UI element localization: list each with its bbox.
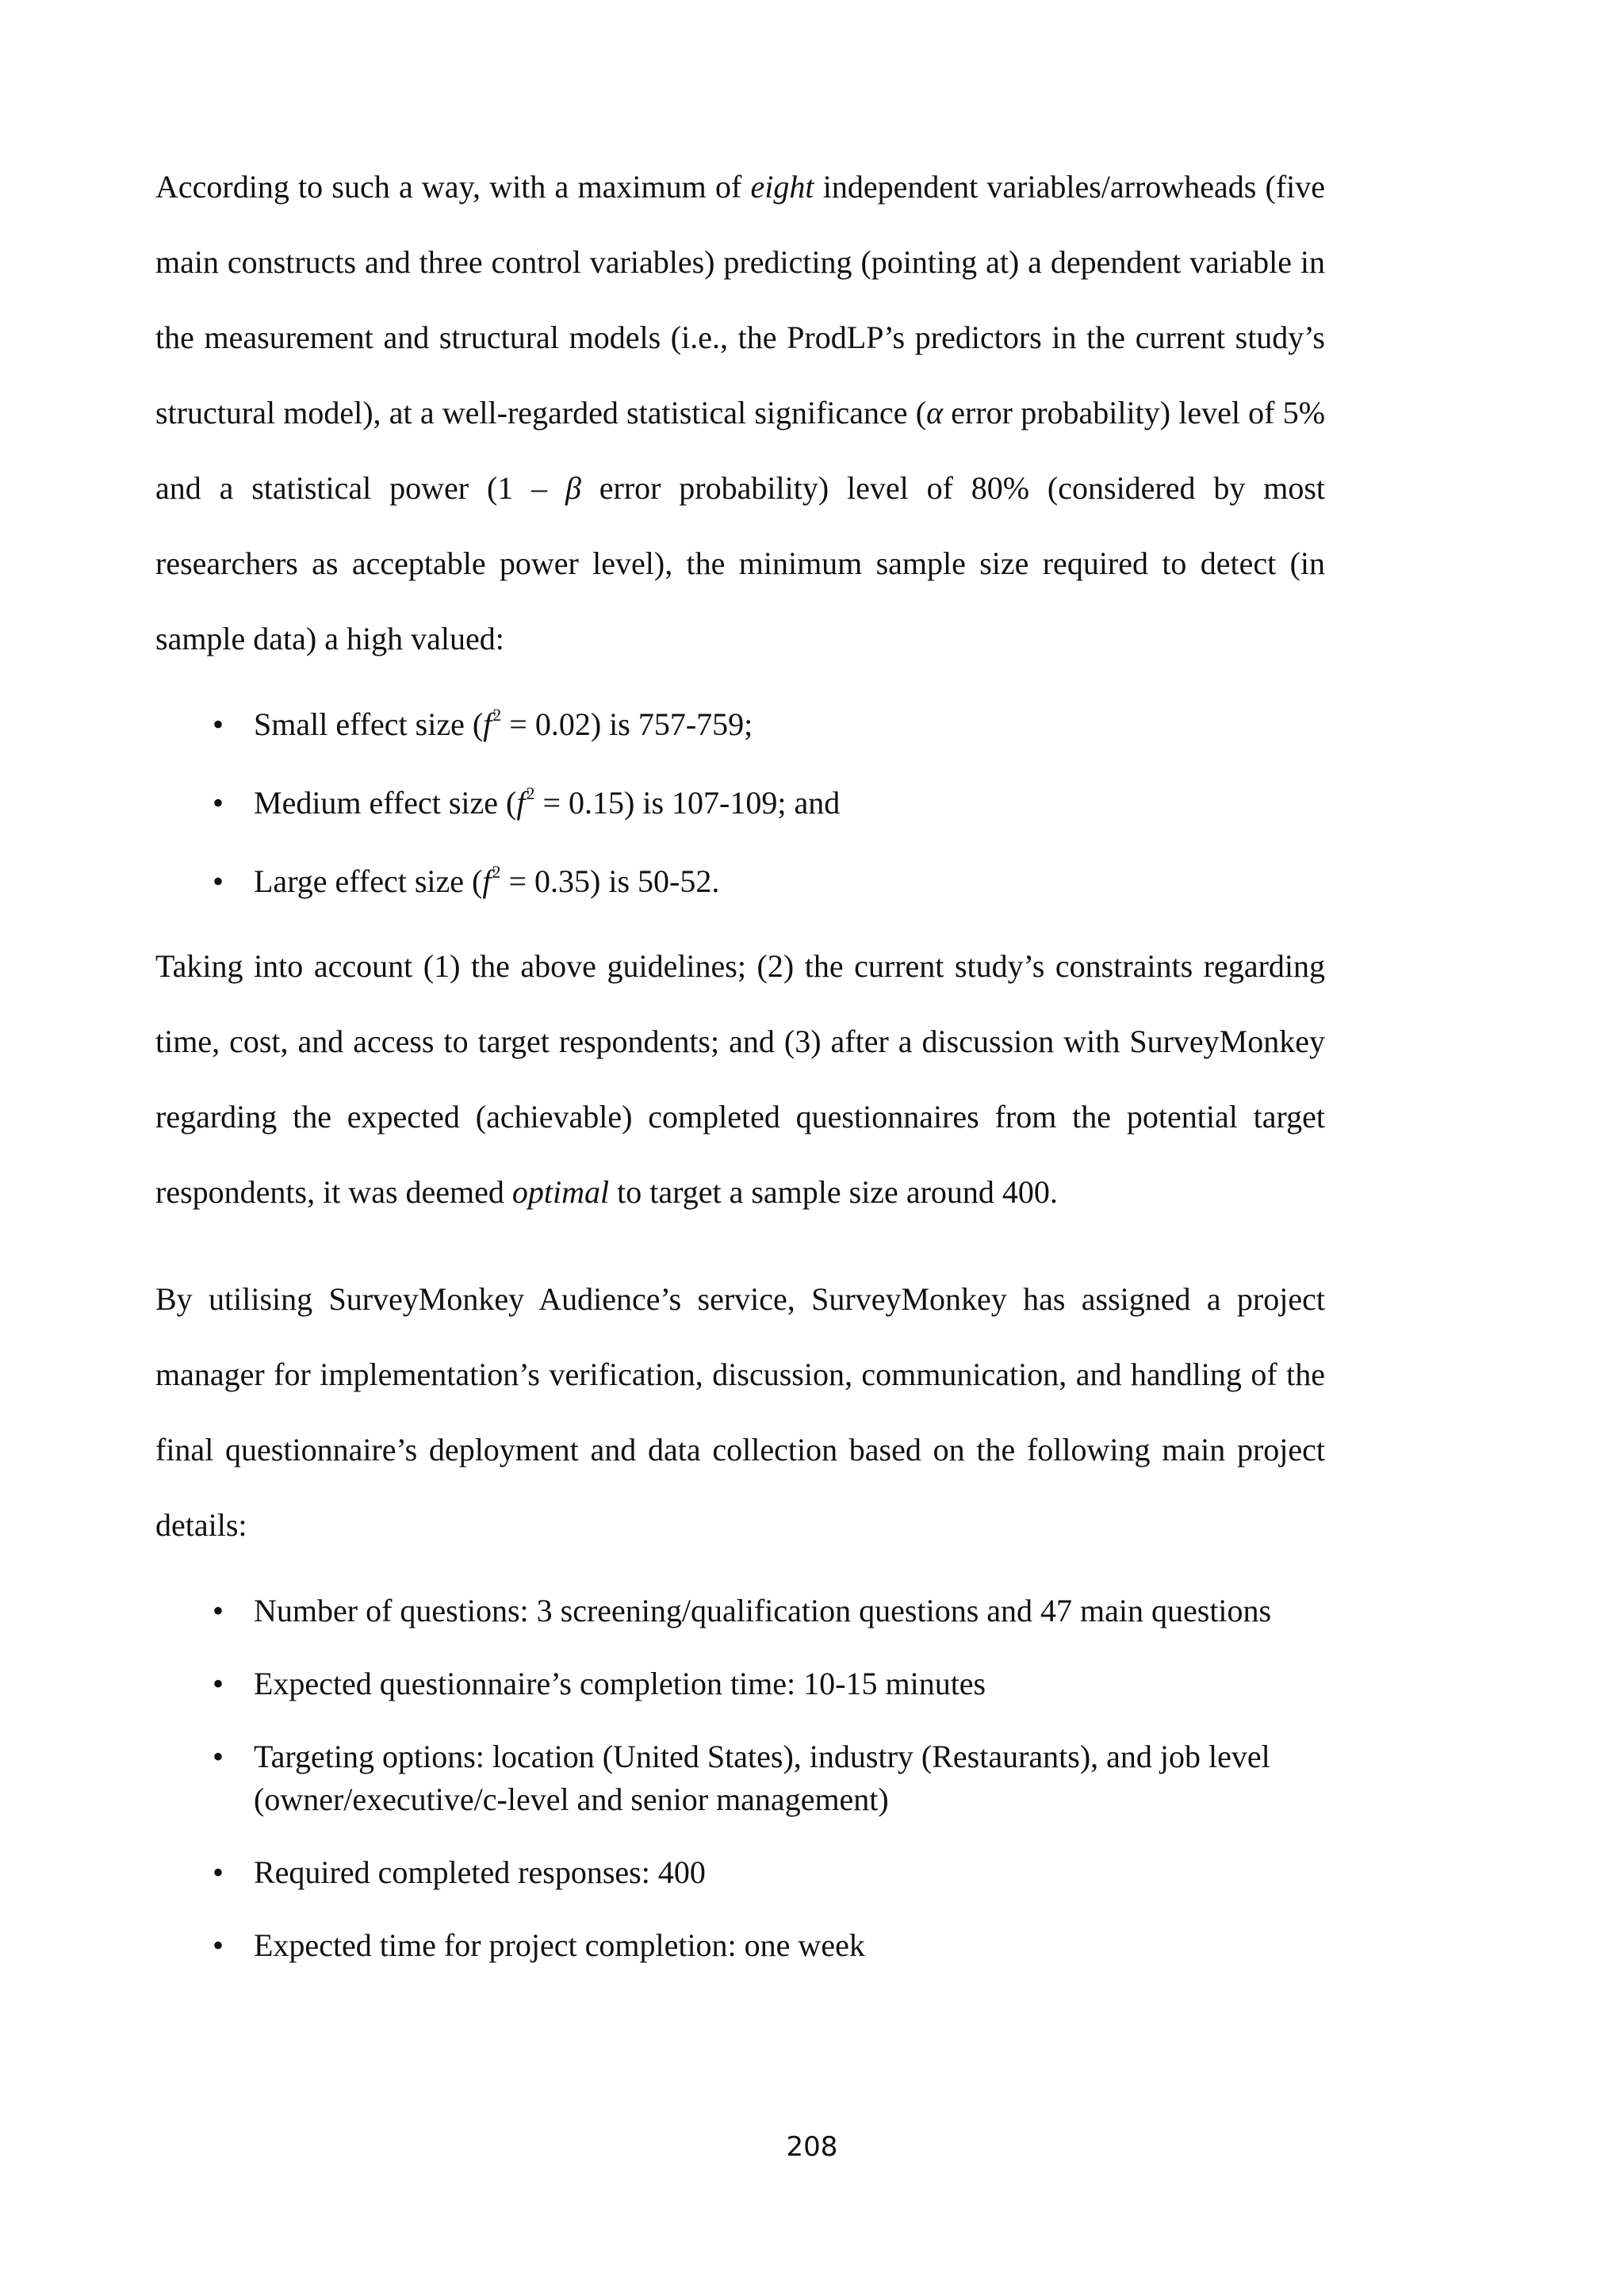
list-item-text: Large effect size ( bbox=[254, 863, 483, 899]
bullet-icon: • bbox=[212, 785, 224, 821]
bullet-icon: • bbox=[212, 1927, 224, 1963]
paragraph-text: By utilising SurveyMonkey Audience’s service, SurveyMonkey has assigned a project manager for implementation’s verification, discussion, communication, and handling of the final questionnaire’s deployment and data collection based on the following main project details: bbox=[155, 1281, 1325, 1543]
paragraph-text: error probability) level of 5% and a statistical power (1 – bbox=[155, 395, 1326, 506]
list-item-required-responses bbox=[155, 1851, 1325, 1894]
page-number: 208 bbox=[786, 2131, 838, 2163]
page-content bbox=[155, 149, 1325, 1967]
list-item-text: Targeting options: location (United States), industry (Restaurants), and job level (owner/executive/c-level and senior management) bbox=[254, 1739, 1270, 1817]
f-symbol: f bbox=[483, 706, 492, 742]
list-item-small-effect bbox=[155, 703, 1325, 746]
bullet-icon: • bbox=[212, 863, 224, 899]
f-symbol: f bbox=[482, 863, 492, 899]
emphasis-text: eight bbox=[750, 169, 814, 205]
bullet-icon: • bbox=[212, 706, 224, 742]
list-item-text: Required completed responses: 400 bbox=[254, 1854, 706, 1890]
f-symbol: f bbox=[516, 785, 526, 821]
list-item-text: Expected time for project completion: one week bbox=[254, 1927, 865, 1963]
paragraph-text: error probability) level of 80% (considered by most researchers as acceptable power level), the minimum sample size required to detect (in sample data) a high valued: bbox=[155, 470, 1325, 656]
project-details-list bbox=[155, 1590, 1325, 1967]
bullet-icon: • bbox=[212, 1593, 224, 1628]
list-item-text: Number of questions: 3 screening/qualification questions and 47 main questions bbox=[254, 1593, 1272, 1628]
list-item-number-of-questions bbox=[155, 1590, 1325, 1632]
list-item-text: Small effect size ( bbox=[254, 706, 484, 742]
list-item-medium-effect bbox=[155, 782, 1325, 825]
superscript: 2 bbox=[492, 861, 501, 882]
bullet-icon: • bbox=[212, 1666, 224, 1701]
paragraph-text: Taking into account (1) the above guidelines; (2) the current study’s constraints regarding time, cost, and access to target respondents; and (3) after a discussion with SurveyMonkey regarding the expected (achievable) completed questionnaires from the potential target respondents, it was deemed bbox=[155, 948, 1325, 1210]
list-item-text: = 0.15) is 107-109; and bbox=[534, 785, 841, 821]
list-item-large-effect bbox=[155, 860, 1325, 903]
paragraph-text: independent variables/arrowheads (five main constructs and three control variables) predicting (pointing at) a dependent variable in the measurement and structural models (i.e., the ProdLP’s predictors in the current study’s structural model), at a well-regarded statistical significance ( bbox=[155, 169, 1326, 430]
list-item-text: = 0.02) is 757-759; bbox=[501, 706, 753, 742]
paragraph-text: to target a sample size around 400. bbox=[609, 1174, 1058, 1210]
alpha-symbol: α bbox=[926, 395, 944, 430]
bullet-icon: • bbox=[212, 1854, 224, 1890]
bullet-icon: • bbox=[212, 1739, 224, 1774]
emphasis-text: optimal bbox=[511, 1174, 610, 1210]
list-item-targeting-options bbox=[155, 1735, 1325, 1821]
beta-symbol: β bbox=[565, 470, 581, 506]
list-item-project-completion bbox=[155, 1924, 1325, 1967]
superscript: 2 bbox=[492, 704, 502, 725]
list-item-text: Medium effect size ( bbox=[254, 785, 517, 821]
paragraph-text: According to such a way, with a maximum of bbox=[155, 169, 751, 205]
effect-size-list bbox=[155, 703, 1325, 903]
list-item-completion-time bbox=[155, 1663, 1325, 1705]
superscript: 2 bbox=[526, 783, 535, 803]
paragraph-surveymonkey bbox=[155, 1261, 1325, 1563]
list-item-text: = 0.35) is 50-52. bbox=[500, 863, 720, 899]
paragraph-sample-size-rationale bbox=[155, 149, 1325, 676]
paragraph-sample-target bbox=[155, 928, 1325, 1230]
list-item-text: Expected questionnaire’s completion time: 10-15 minutes bbox=[254, 1666, 986, 1701]
